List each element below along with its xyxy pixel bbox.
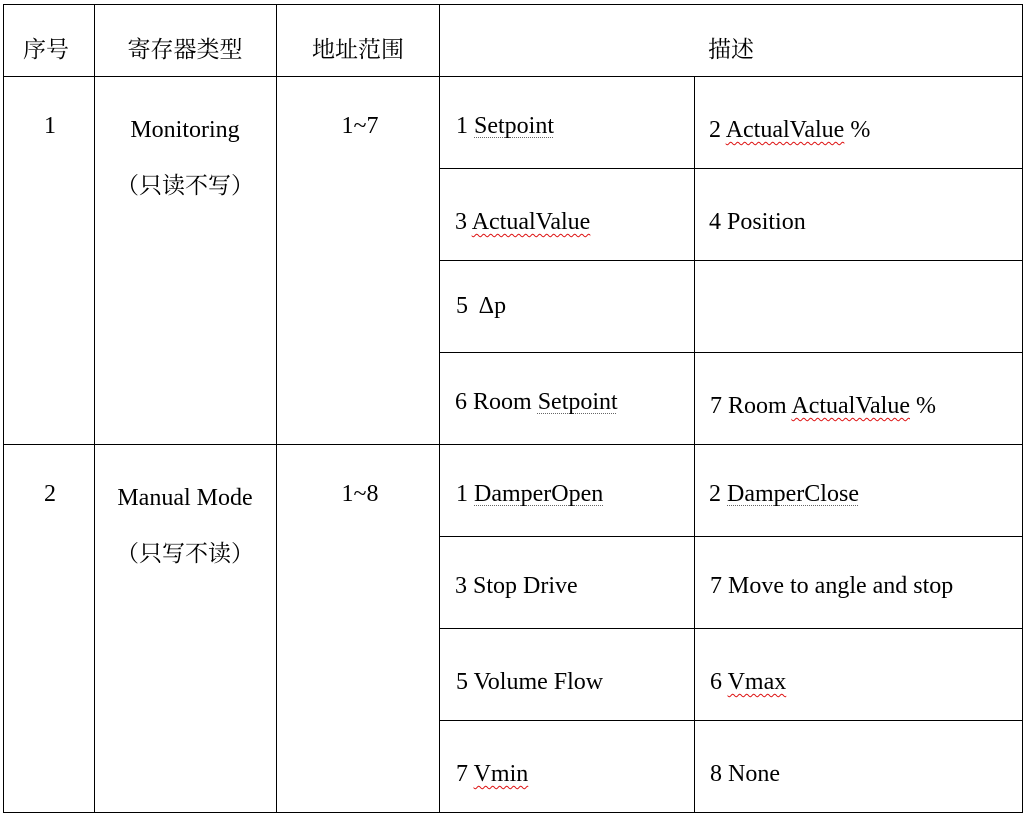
description-cell: 1 DamperOpen (456, 481, 604, 507)
row-divider (440, 352, 1023, 353)
group-index: 2 (44, 481, 56, 507)
description-cell: 3 ActualValue (455, 209, 591, 235)
description-cell: 2 ActualValue % (709, 117, 871, 143)
register-type: Monitoring (130, 117, 240, 143)
row-divider (440, 168, 1023, 169)
description-cell: 7 Move to angle and stop (710, 573, 954, 599)
description-column-divider (694, 76, 695, 813)
header-register-type: 寄存器类型 (127, 37, 243, 63)
description-cell: 7 Vmin (456, 761, 529, 787)
group-divider (3, 444, 1023, 445)
description-cell: 7 Room ActualValue % (710, 393, 936, 419)
register-type-note: （只写不读） (116, 541, 254, 567)
column-divider (276, 4, 277, 813)
header-description: 描述 (708, 37, 754, 63)
row-divider (440, 260, 1023, 261)
register-type: Manual Mode (117, 485, 253, 511)
table-border-top (3, 4, 1023, 5)
address-range: 1~7 (341, 113, 379, 139)
header-index: 序号 (23, 37, 69, 63)
table-border-left (3, 4, 4, 813)
description-cell: 6 Vmax (710, 669, 787, 695)
address-range: 1~8 (341, 481, 379, 507)
column-divider (94, 4, 95, 813)
description-cell: 3 Stop Drive (455, 573, 578, 599)
description-cell: 5 Volume Flow (456, 669, 604, 695)
description-cell: 4 Position (709, 209, 806, 235)
description-cell: 6 Room Setpoint (455, 389, 618, 415)
group-index: 1 (44, 113, 56, 139)
description-cell: 8 None (710, 761, 780, 787)
column-divider (439, 4, 440, 813)
row-divider (440, 628, 1023, 629)
description-cell: 2 DamperClose (709, 481, 859, 507)
header-address-range: 地址范围 (312, 37, 404, 63)
description-cell: 1 Setpoint (456, 113, 555, 139)
description-cell: 5 Δp (456, 293, 507, 319)
table-border-right (1022, 4, 1023, 813)
header-divider (3, 76, 1023, 77)
row-divider (440, 536, 1023, 537)
row-divider (440, 720, 1023, 721)
table-border-bottom (3, 812, 1023, 813)
register-type-note: （只读不写） (116, 173, 254, 199)
